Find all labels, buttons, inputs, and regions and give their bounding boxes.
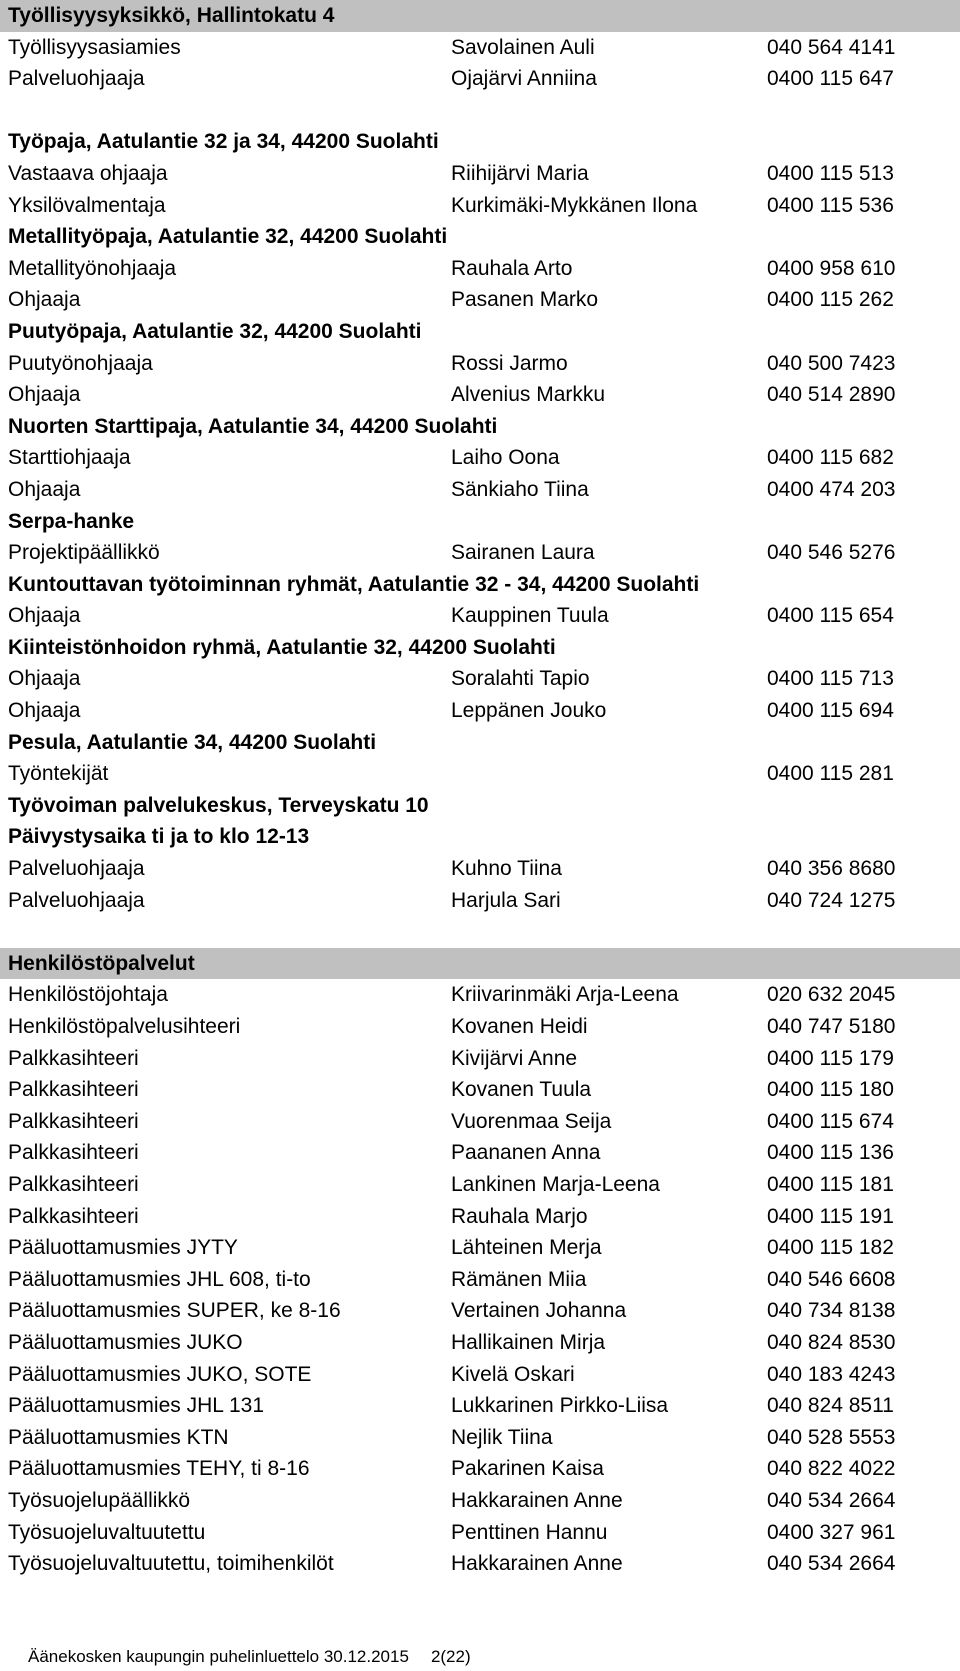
- phone-cell: 0400 474 203: [767, 477, 896, 501]
- heading-text: Nuorten Starttipaja, Aatulantie 34, 44200 Suolahti: [8, 414, 498, 438]
- name-cell: Leppänen Jouko: [451, 699, 607, 723]
- directory-row: [0, 1201, 960, 1233]
- phone-cell: 0400 115 191: [767, 1204, 894, 1228]
- phone-cell: 040 183 4243: [767, 1362, 896, 1386]
- directory-row: [0, 600, 960, 632]
- role-cell: Ohjaaja: [8, 288, 81, 312]
- role-cell: Puutyönohjaaja: [8, 351, 153, 375]
- heading-text: Kuntouttavan työtoiminnan ryhmät, Aatulantie 32 - 34, 44200 Suolahti: [8, 572, 700, 596]
- unit-heading: [0, 506, 960, 538]
- role-cell: Palkkasihteeri: [8, 1046, 139, 1070]
- directory-row: [0, 663, 960, 695]
- name-cell: Kivijärvi Anne: [451, 1046, 578, 1070]
- name-cell: Kivelä Oskari: [451, 1362, 575, 1386]
- page-footer: [28, 1646, 471, 1668]
- directory-row: [0, 1232, 960, 1264]
- role-cell: Projektipäällikkö: [8, 541, 160, 565]
- phone-cell: 0400 115 654: [767, 604, 894, 628]
- phone-cell: 0400 115 182: [767, 1236, 894, 1260]
- heading-text: Puutyöpaja, Aatulantie 32, 44200 Suolahti: [8, 319, 422, 343]
- role-cell: Henkilöstöjohtaja: [8, 983, 168, 1007]
- role-cell: Vastaava ohjaaja: [8, 161, 168, 185]
- heading-text: Työllisyysyksikkö, Hallintokatu 4: [8, 4, 335, 27]
- heading-text: Metallityöpaja, Aatulantie 32, 44200 Suolahti: [8, 225, 448, 249]
- name-cell: Ojajärvi Anniina: [451, 67, 597, 91]
- unit-heading: [0, 221, 960, 253]
- name-cell: Vuorenmaa Seija: [451, 1109, 612, 1133]
- footer-title: Äänekosken kaupungin puhelinluettelo 30.12.2015: [28, 1647, 409, 1666]
- phone-cell: 0400 115 513: [767, 161, 894, 185]
- name-cell: Hakkarainen Anne: [451, 1488, 623, 1512]
- directory-row: [0, 1074, 960, 1106]
- spacer-row: [0, 916, 960, 948]
- directory-row: [0, 1453, 960, 1485]
- role-cell: Starttiohjaaja: [8, 446, 131, 470]
- directory-row: [0, 1422, 960, 1454]
- directory-row: [0, 284, 960, 316]
- directory-row: [0, 537, 960, 569]
- role-cell: Pääluottamusmies JUKO, SOTE: [8, 1362, 312, 1386]
- directory-row: [0, 190, 960, 222]
- directory-row: [0, 1485, 960, 1517]
- name-cell: Sänkiaho Tiina: [451, 477, 589, 501]
- phone-cell: 040 528 5553: [767, 1425, 896, 1449]
- name-cell: Riihijärvi Maria: [451, 161, 589, 185]
- phone-cell: 020 632 2045: [767, 983, 896, 1007]
- directory-row: [0, 695, 960, 727]
- phone-cell: 0400 115 180: [767, 1078, 894, 1102]
- name-cell: Sairanen Laura: [451, 541, 595, 565]
- directory-row: [0, 979, 960, 1011]
- role-cell: Työntekijät: [8, 762, 109, 786]
- phone-cell: 0400 115 136: [767, 1141, 894, 1165]
- heading-text: Päivystysaika ti ja to klo 12-13: [8, 825, 310, 849]
- spacer-row: [0, 95, 960, 127]
- directory-row: [0, 758, 960, 790]
- directory-row: [0, 32, 960, 64]
- role-cell: Työsuojelupäällikkö: [8, 1488, 191, 1512]
- phone-cell: 040 500 7423: [767, 351, 896, 375]
- phone-cell: 040 822 4022: [767, 1457, 896, 1481]
- name-cell: Kovanen Tuula: [451, 1078, 592, 1102]
- role-cell: Työllisyysasiamies: [8, 35, 181, 59]
- unit-heading: [0, 126, 960, 158]
- role-cell: Ohjaaja: [8, 667, 81, 691]
- role-cell: Palkkasihteeri: [8, 1172, 139, 1196]
- page-number: 2(22): [430, 1647, 471, 1666]
- unit-heading: [0, 569, 960, 601]
- directory-row: [0, 1264, 960, 1296]
- role-cell: Henkilöstöpalvelusihteeri: [8, 1015, 241, 1038]
- name-cell: Kriivarinmäki Arja-Leena: [451, 983, 679, 1007]
- directory-row: [0, 1390, 960, 1422]
- phone-cell: 0400 115 682: [767, 446, 894, 470]
- phone-cell: 0400 115 647: [767, 67, 894, 91]
- name-cell: Lankinen Marja-Leena: [451, 1172, 660, 1196]
- unit-heading: [0, 632, 960, 664]
- phone-cell: 040 514 2890: [767, 383, 896, 407]
- phone-cell: 040 356 8680: [767, 857, 896, 881]
- phone-cell: 040 534 2664: [767, 1488, 896, 1512]
- phone-cell: 040 824 8511: [767, 1394, 894, 1418]
- unit-heading: [0, 821, 960, 853]
- directory-row: [0, 348, 960, 380]
- role-cell: Työsuojeluvaltuutettu: [8, 1520, 206, 1544]
- unit-heading: [0, 790, 960, 822]
- phone-cell: 040 546 5276: [767, 541, 896, 565]
- role-cell: Pääluottamusmies JYTY: [8, 1236, 238, 1260]
- phone-cell: 0400 115 713: [767, 667, 894, 691]
- section-title-bar: [0, 0, 960, 32]
- directory-row: [0, 1043, 960, 1075]
- phone-cell: 040 747 5180: [767, 1015, 896, 1038]
- name-cell: Kovanen Heidi: [451, 1015, 588, 1038]
- role-cell: Palkkasihteeri: [8, 1109, 139, 1133]
- role-cell: Metallityönohjaaja: [8, 256, 177, 280]
- heading-text: Pesula, Aatulantie 34, 44200 Suolahti: [8, 730, 377, 754]
- directory-row: [0, 1517, 960, 1549]
- phone-cell: 0400 115 262: [767, 288, 894, 312]
- section-title-bar: [0, 948, 960, 980]
- phone-cell: 0400 327 961: [767, 1520, 896, 1544]
- phone-cell: 040 534 2664: [767, 1552, 896, 1576]
- directory-row: [0, 1359, 960, 1391]
- role-cell: Pääluottamusmies TEHY, ti 8-16: [8, 1457, 310, 1481]
- phone-cell: 0400 115 694: [767, 699, 894, 723]
- phone-cell: 040 546 6608: [767, 1267, 896, 1291]
- name-cell: Nejlik Tiina: [451, 1425, 553, 1449]
- name-cell: Rauhala Arto: [451, 256, 573, 280]
- name-cell: Rämänen Miia: [451, 1267, 587, 1291]
- heading-text: Työpaja, Aatulantie 32 ja 34, 44200 Suolahti: [8, 130, 439, 154]
- name-cell: Laiho Oona: [451, 446, 560, 470]
- name-cell: Savolainen Auli: [451, 35, 595, 59]
- directory-row: [0, 1011, 960, 1043]
- name-cell: Kuhno Tiina: [451, 857, 562, 881]
- role-cell: Ohjaaja: [8, 383, 81, 407]
- name-cell: Penttinen Hannu: [451, 1520, 608, 1544]
- heading-text: Serpa-hanke: [8, 509, 135, 533]
- phone-cell: 0400 115 674: [767, 1109, 894, 1133]
- role-cell: Pääluottamusmies JHL 608, ti-to: [8, 1267, 311, 1291]
- role-cell: Palkkasihteeri: [8, 1078, 139, 1102]
- directory-row: [0, 1169, 960, 1201]
- unit-heading: [0, 411, 960, 443]
- name-cell: Pakarinen Kaisa: [451, 1457, 604, 1481]
- phone-cell: 040 734 8138: [767, 1299, 896, 1323]
- directory-row: [0, 442, 960, 474]
- name-cell: Rossi Jarmo: [451, 351, 568, 375]
- name-cell: Kurkimäki-Mykkänen Ilona: [451, 193, 698, 217]
- role-cell: Pääluottamusmies SUPER, ke 8-16: [8, 1299, 341, 1323]
- directory-row: [0, 1106, 960, 1138]
- name-cell: Pasanen Marko: [451, 288, 599, 312]
- phone-cell: 0400 115 179: [767, 1046, 894, 1070]
- directory-row: [0, 1548, 960, 1580]
- heading-text: Henkilöstöpalvelut: [8, 951, 195, 975]
- directory-row: [0, 379, 960, 411]
- unit-heading: [0, 727, 960, 759]
- phone-cell: 0400 115 181: [767, 1172, 894, 1196]
- role-cell: Palveluohjaaja: [8, 857, 145, 881]
- phone-cell: 040 824 8530: [767, 1330, 896, 1354]
- role-cell: Pääluottamusmies JHL 131: [8, 1394, 265, 1418]
- directory-row: [0, 885, 960, 917]
- directory-row: [0, 158, 960, 190]
- heading-text: Työvoiman palvelukeskus, Terveyskatu 10: [8, 793, 429, 817]
- name-cell: Kauppinen Tuula: [451, 604, 609, 628]
- directory-row: [0, 1137, 960, 1169]
- name-cell: Alvenius Markku: [451, 383, 606, 407]
- directory-row: [0, 63, 960, 95]
- name-cell: Hallikainen Mirja: [451, 1330, 606, 1354]
- name-cell: Soralahti Tapio: [451, 667, 590, 691]
- directory-row: [0, 253, 960, 285]
- name-cell: Vertainen Johanna: [451, 1299, 627, 1323]
- role-cell: Palkkasihteeri: [8, 1141, 139, 1165]
- role-cell: Yksilövalmentaja: [8, 193, 166, 217]
- role-cell: Ohjaaja: [8, 699, 81, 723]
- role-cell: Ohjaaja: [8, 477, 81, 501]
- heading-text: Kiinteistönhoidon ryhmä, Aatulantie 32, 44200 Suolahti: [8, 635, 556, 659]
- phone-cell: 040 724 1275: [767, 888, 896, 912]
- phone-cell: 0400 115 281: [767, 762, 894, 786]
- name-cell: Paananen Anna: [451, 1141, 601, 1165]
- phone-cell: 040 564 4141: [767, 35, 896, 59]
- directory-row: [0, 1295, 960, 1327]
- name-cell: Lukkarinen Pirkko-Liisa: [451, 1394, 669, 1418]
- role-cell: Palkkasihteeri: [8, 1204, 139, 1228]
- role-cell: Palveluohjaaja: [8, 888, 145, 912]
- role-cell: Ohjaaja: [8, 604, 81, 628]
- directory-row: [0, 1327, 960, 1359]
- unit-heading: [0, 316, 960, 348]
- role-cell: Pääluottamusmies JUKO: [8, 1330, 243, 1354]
- directory-row: [0, 474, 960, 506]
- role-cell: Työsuojeluvaltuutettu, toimihenkilöt: [8, 1552, 334, 1576]
- phone-cell: 0400 958 610: [767, 256, 896, 280]
- role-cell: Pääluottamusmies KTN: [8, 1425, 229, 1449]
- role-cell: Palveluohjaaja: [8, 67, 145, 91]
- name-cell: Harjula Sari: [451, 888, 561, 912]
- directory-row: [0, 853, 960, 885]
- phone-cell: 0400 115 536: [767, 193, 894, 217]
- name-cell: Hakkarainen Anne: [451, 1552, 623, 1576]
- name-cell: Lähteinen Merja: [451, 1236, 602, 1260]
- name-cell: Rauhala Marjo: [451, 1204, 588, 1228]
